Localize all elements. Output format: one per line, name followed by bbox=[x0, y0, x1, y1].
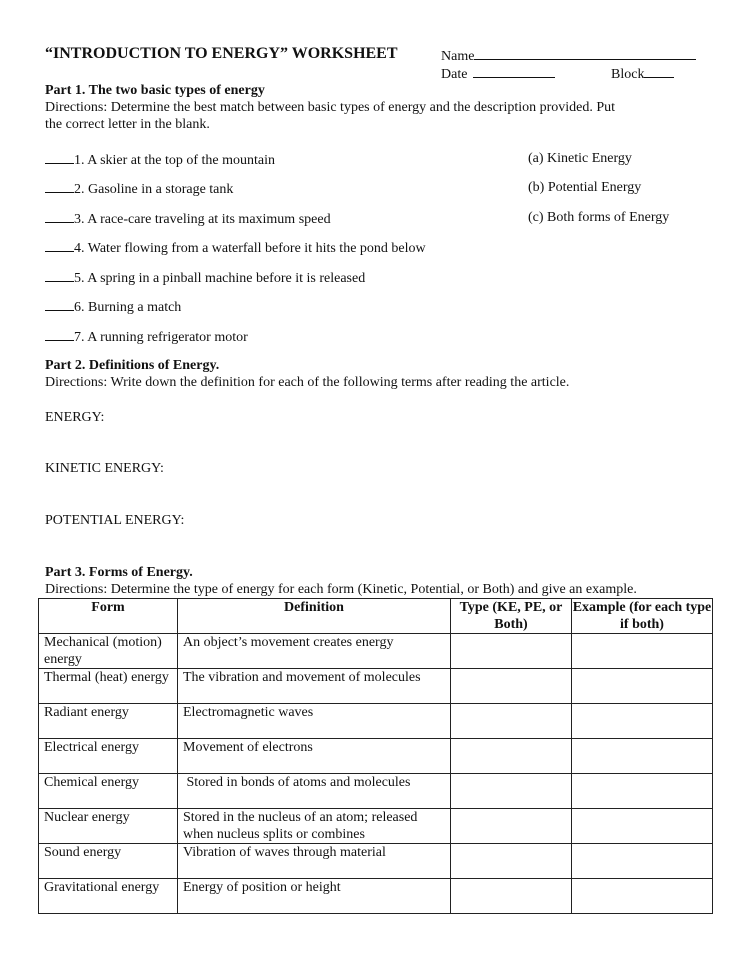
form-cell: Radiant energy bbox=[39, 704, 178, 739]
list-item bbox=[45, 151, 275, 169]
type-answer-cell[interactable] bbox=[451, 809, 572, 844]
table-row bbox=[39, 809, 713, 844]
form-cell: Thermal (heat) energy bbox=[39, 669, 178, 704]
list-item bbox=[45, 180, 233, 198]
term-potential-energy: POTENTIAL ENERGY: bbox=[45, 513, 185, 528]
part3-directions: Directions: Determine the type of energy for each form (Kinetic, Potential, or Both) and give an example. bbox=[45, 582, 637, 597]
example-answer-cell[interactable] bbox=[572, 879, 713, 914]
date-field[interactable] bbox=[441, 65, 555, 83]
answer-blank[interactable] bbox=[45, 328, 74, 341]
example-answer-cell[interactable] bbox=[572, 669, 713, 704]
table-row bbox=[39, 704, 713, 739]
form-cell: Sound energy bbox=[39, 844, 178, 879]
part2-directions: Directions: Write down the definition for each of the following terms after reading the article. bbox=[45, 375, 570, 390]
form-cell: Nuclear energy bbox=[39, 809, 178, 844]
item-text: 4. Water flowing from a waterfall before it hits the pond below bbox=[74, 241, 426, 256]
choice-c: (c) Both forms of Energy bbox=[528, 210, 670, 225]
table-header-row bbox=[39, 599, 713, 634]
item-text: 6. Burning a match bbox=[74, 300, 182, 315]
forms-of-energy-table bbox=[38, 598, 713, 914]
list-item bbox=[45, 210, 331, 228]
example-answer-cell[interactable] bbox=[572, 809, 713, 844]
type-answer-cell[interactable] bbox=[451, 774, 572, 809]
list-item bbox=[45, 239, 426, 257]
definition-cell: The vibration and movement of molecules bbox=[178, 669, 451, 704]
item-text: 5. A spring in a pinball machine before it is released bbox=[74, 271, 366, 286]
form-cell: Gravitational energy bbox=[39, 879, 178, 914]
item-text: 3. A race-care traveling at its maximum speed bbox=[74, 212, 331, 227]
table-row bbox=[39, 774, 713, 809]
type-answer-cell[interactable] bbox=[451, 879, 572, 914]
choice-b: (b) Potential Energy bbox=[528, 180, 642, 195]
part2-heading: Part 2. Definitions of Energy. bbox=[45, 358, 220, 373]
col-header-example: Example (for each type if both) bbox=[572, 600, 712, 632]
col-header-form: Form bbox=[39, 599, 178, 634]
answer-blank[interactable] bbox=[45, 269, 74, 282]
list-item bbox=[45, 328, 248, 346]
col-header-definition: Definition bbox=[178, 599, 451, 634]
form-cell: Mechanical (motion) energy bbox=[39, 634, 178, 669]
name-label: Name bbox=[441, 49, 475, 64]
example-answer-cell[interactable] bbox=[572, 739, 713, 774]
table-row bbox=[39, 739, 713, 774]
answer-blank[interactable] bbox=[45, 210, 74, 223]
form-cell: Electrical energy bbox=[39, 739, 178, 774]
example-answer-cell[interactable] bbox=[572, 844, 713, 879]
example-answer-cell[interactable] bbox=[572, 634, 713, 669]
definition-cell: Stored in the nucleus of an atom; released when nucleus splits or combines bbox=[178, 809, 451, 844]
list-item bbox=[45, 269, 365, 287]
part1-directions-line2: the correct letter in the blank. bbox=[45, 117, 210, 132]
block-blank[interactable] bbox=[644, 65, 674, 78]
form-cell: Chemical energy bbox=[39, 774, 178, 809]
term-energy: ENERGY: bbox=[45, 410, 105, 425]
term-kinetic-energy: KINETIC ENERGY: bbox=[45, 461, 164, 476]
name-field[interactable] bbox=[441, 47, 696, 65]
col-header-type: Type (KE, PE, or Both) bbox=[451, 599, 572, 634]
part1-heading: Part 1. The two basic types of energy bbox=[45, 83, 265, 98]
example-answer-cell[interactable] bbox=[572, 774, 713, 809]
definition-cell: Electromagnetic waves bbox=[178, 704, 451, 739]
item-text: 2. Gasoline in a storage tank bbox=[74, 182, 234, 197]
type-answer-cell[interactable] bbox=[451, 634, 572, 669]
block-field[interactable] bbox=[611, 65, 674, 83]
type-answer-cell[interactable] bbox=[451, 669, 572, 704]
table-row bbox=[39, 844, 713, 879]
block-label: Block bbox=[611, 67, 645, 82]
list-item bbox=[45, 298, 181, 316]
type-answer-cell[interactable] bbox=[451, 739, 572, 774]
type-answer-cell[interactable] bbox=[451, 704, 572, 739]
table-row bbox=[39, 879, 713, 914]
definition-cell: Stored in bonds of atoms and molecules bbox=[178, 774, 451, 809]
definition-cell: Movement of electrons bbox=[178, 739, 451, 774]
answer-blank[interactable] bbox=[45, 180, 74, 193]
table-row bbox=[39, 634, 713, 669]
item-text: 1. A skier at the top of the mountain bbox=[74, 153, 276, 168]
answer-blank[interactable] bbox=[45, 298, 74, 311]
part3-heading: Part 3. Forms of Energy. bbox=[45, 565, 193, 580]
type-answer-cell[interactable] bbox=[451, 844, 572, 879]
answer-blank[interactable] bbox=[45, 151, 74, 164]
definition-cell: An object’s movement creates energy bbox=[178, 634, 451, 669]
example-answer-cell[interactable] bbox=[572, 704, 713, 739]
name-blank[interactable] bbox=[474, 47, 696, 60]
definition-cell: Vibration of waves through material bbox=[178, 844, 451, 879]
date-label: Date bbox=[441, 67, 468, 82]
table-row bbox=[39, 669, 713, 704]
part1-directions-line1: Directions: Determine the best match between basic types of energy and the description provided. Put bbox=[45, 100, 616, 115]
choice-a: (a) Kinetic Energy bbox=[528, 151, 632, 166]
item-text: 7. A running refrigerator motor bbox=[74, 330, 248, 345]
definition-cell: Energy of position or height bbox=[178, 879, 451, 914]
answer-blank[interactable] bbox=[45, 239, 74, 252]
date-blank[interactable] bbox=[473, 65, 555, 78]
worksheet-title: “INTRODUCTION TO ENERGY” WORKSHEET bbox=[45, 45, 398, 62]
